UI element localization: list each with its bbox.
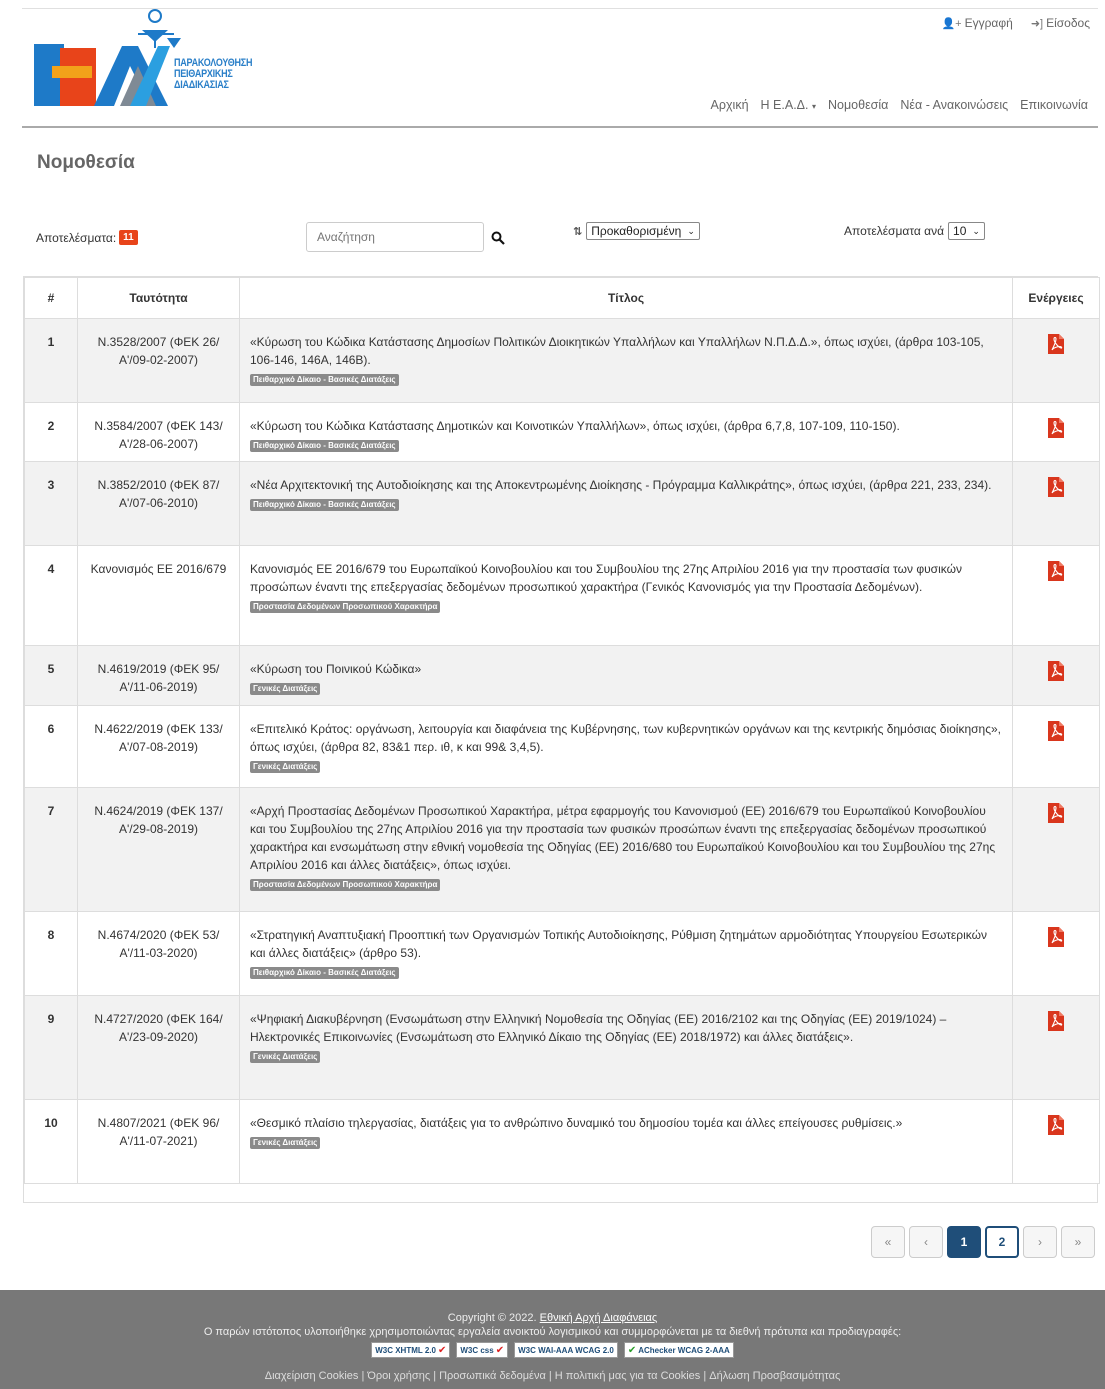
logo-text [174,58,252,91]
row-title: «Επιτελικό Κράτος: οργάνωση, λειτουργία και διαφάνεια της Κυβέρνησης, των κυβερνητικών οργάνων και της κεντρικής δημόσιας διοίκησης», όπως ισχύει, (άρθρα 82, 83&1 περ. ιθ, κ και 99& 3,4,5). [250,722,1001,754]
nav-legislation[interactable]: Νομοθεσία [828,98,889,112]
next-page-button[interactable]: › [1023,1226,1057,1258]
table-row [25,912,1100,996]
row-actions [1013,912,1100,996]
per-page-control [844,222,985,240]
caret-down-icon: ▾ [811,102,816,111]
nav-ead-dropdown[interactable] [761,98,816,112]
table-row [25,546,1100,646]
row-title-cell [240,996,1013,1100]
col-header-identity[interactable]: Ταυτότητα [78,278,240,319]
badge-label: W3C css [460,1345,494,1355]
achecker-badge[interactable] [624,1342,734,1358]
row-number: 4 [25,546,78,646]
row-actions [1013,403,1100,462]
org-link[interactable]: Εθνική Αρχή Διαφάνειας [539,1312,658,1324]
copyright-line [0,1312,1105,1324]
row-identity: Ν.4624/2019 (ΦΕΚ 137/Α'/29-08-2019) [78,788,240,912]
page-1-button[interactable]: 1 [947,1226,981,1258]
row-title: «Θεσμικό πλαίσιο τηλεργασίας, διατάξεις για το ανθρώπινο δυναμικό του δημοσίου τομέα και άλλες επείγουσες ρυθμίσεις.» [250,1116,903,1130]
search-input[interactable] [306,222,484,252]
row-title-cell [240,462,1013,546]
row-number: 9 [25,996,78,1100]
row-number: 6 [25,706,78,788]
row-title-cell [240,646,1013,706]
category-tag[interactable]: Γενικές Διατάξεις [250,761,320,773]
col-header-number[interactable]: # [25,278,78,319]
last-page-button[interactable]: » [1061,1226,1095,1258]
sort-icon: ⇅ [573,225,583,238]
nav-news[interactable]: Νέα - Ανακοινώσεις [900,98,1009,112]
pdf-download-icon[interactable] [1047,926,1065,948]
site-footer [0,1290,1105,1389]
pdf-download-icon[interactable] [1047,1010,1065,1032]
row-title: «Κύρωση του Ποινικού Κώδικα» [250,662,422,676]
page-title: Νομοθεσία [37,152,135,173]
first-page-button[interactable]: « [871,1226,905,1258]
row-title-cell [240,546,1013,646]
list-toolbar [36,222,1096,252]
row-title-cell [240,403,1013,462]
search-icon[interactable] [491,231,505,245]
badge-label: AChecker WCAG 2-AAA [638,1345,730,1355]
row-title-cell [240,788,1013,912]
footer-links[interactable]: Διαχείριση Cookies | Όροι χρήσης | Προσωπικά δεδομένα | Η πολιτική μας για τα Cookies | Δήλωση Προσβασιμότητας [264,1370,841,1382]
per-page-value: 10 [953,224,967,238]
row-title: «Ψηφιακή Διακυβέρνηση (Ενσωμάτωση στην Ελληνική Νομοθεσία της Οδηγίας (ΕΕ) 2016/2102 και της Οδηγίας (ΕΕ) 2019/1024) – Ηλεκτρονικές Επικοινωνίες (Ενσωμάτωση στο Ελληνικό Δίκαιο της Οδηγίας (ΕΕ) 2018/1972) και άλλες διατάξεις». [250,1012,947,1044]
row-identity: Ν.3852/2010 (ΦΕΚ 87/Α'/07-06-2010) [78,462,240,546]
site-logo[interactable] [34,8,284,112]
results-label: Αποτελέσματα: [36,230,117,245]
w3c-xhtml-badge[interactable] [371,1342,450,1358]
row-actions [1013,646,1100,706]
category-tag[interactable]: Πειθαρχικό Δίκαιο - Βασικές Διατάξεις [250,499,399,511]
compliance-text: Ο παρών ιστότοπος υλοποιήθηκε χρησιμοποιώντας εργαλεία ανοικτού λογισμικού και συμμορφώνεται με τα διεθνή πρότυπα και προδιαγραφές: [203,1326,902,1338]
row-number: 3 [25,462,78,546]
row-identity: Ν.4622/2019 (ΦΕΚ 133/Α'/07-08-2019) [78,706,240,788]
row-actions [1013,546,1100,646]
table-row [25,706,1100,788]
category-tag[interactable]: Προστασία Δεδομένων Προσωπικού Χαρακτήρα [250,879,440,891]
table-row [25,319,1100,403]
legislation-table [24,277,1100,1184]
row-title: Κανονισμός ΕΕ 2016/679 του Ευρωπαϊκού Κοινοβουλίου και του Συμβουλίου της 27ης Απριλίου 2016 για την προστασία των φυσικών προσώπων έναντι της επεξεργασίας δεδομένων προσωπικού χαρακτήρα (Γενικός Κανονισμός για την Προστασία Δεδομένων). [250,562,962,594]
nav-home[interactable]: Αρχική [710,98,749,112]
sort-control [573,222,700,240]
logo-line-2: ΠΕΙΘΑΡΧΙΚΗΣ [174,68,233,80]
row-identity: Ν.4619/2019 (ΦΕΚ 95/Α'/11-06-2019) [78,646,240,706]
table-row [25,788,1100,912]
table-row [25,462,1100,546]
row-number: 1 [25,319,78,403]
table-header-row [25,278,1100,319]
results-badge: 11 [119,230,138,245]
badge-label: W3C XHTML 2.0 [375,1345,436,1355]
register-label: Εγγραφή [964,16,1013,30]
per-page-select[interactable] [948,222,985,240]
row-title: «Κύρωση του Κώδικα Κατάστασης Δημοσίων Πολιτικών Διοικητικών Υπαλλήλων και Υπαλλήλων Ν.Π.Δ.Δ.», όπως ισχύει, (άρθρα 103-105, 106-146, 146Α, 146Β). [250,335,984,367]
row-identity: Ν.3528/2007 (ΦΕΚ 26/Α'/09-02-2007) [78,319,240,403]
pdf-download-icon[interactable] [1047,417,1065,439]
add-user-icon: 👤+ [941,17,962,30]
legislation-table-container [23,276,1098,1203]
site-header [22,0,1098,128]
prev-page-button[interactable]: ‹ [909,1226,943,1258]
w3c-css-badge[interactable] [456,1342,508,1358]
row-number: 7 [25,788,78,912]
table-row [25,1100,1100,1184]
row-actions [1013,462,1100,546]
row-title-cell [240,319,1013,403]
row-identity: Κανονισμός ΕΕ 2016/679 [78,546,240,646]
table-row [25,403,1100,462]
compliance-badges [0,1342,1105,1358]
category-tag[interactable]: Πειθαρχικό Δίκαιο - Βασικές Διατάξεις [250,374,399,386]
category-tag[interactable]: Γενικές Διατάξεις [250,683,320,695]
row-title-cell [240,912,1013,996]
table-row [25,996,1100,1100]
row-actions [1013,788,1100,912]
row-title-cell [240,1100,1013,1184]
category-tag[interactable]: Πειθαρχικό Δίκαιο - Βασικές Διατάξεις [250,440,399,452]
pdf-download-icon[interactable] [1047,560,1065,582]
main-nav [711,98,1088,112]
login-label: Είσοδος [1046,16,1090,30]
row-title: «Νέα Αρχιτεκτονική της Αυτοδιοίκησης και της Αποκεντρωμένης Διοίκησης - Πρόγραμμα Καλλικράτης», όπως ισχύει, (άρθρα 221, 233, 234). [250,478,992,492]
row-title-cell [240,706,1013,788]
row-actions [1013,1100,1100,1184]
pdf-download-icon[interactable] [1047,720,1065,742]
row-number: 8 [25,912,78,996]
check-icon: ✔ [437,1344,447,1356]
row-actions [1013,706,1100,788]
copyright-text: Copyright © 2022. [447,1312,537,1324]
sort-select[interactable] [586,222,700,240]
pdf-download-icon[interactable] [1047,333,1065,355]
row-number: 5 [25,646,78,706]
pagination [871,1226,1095,1258]
pdf-download-icon[interactable] [1047,476,1065,498]
sort-value: Προκαθορισμένη [591,224,682,238]
category-tag[interactable]: Προστασία Δεδομένων Προσωπικού Χαρακτήρα [250,601,440,613]
row-identity: Ν.4727/2020 (ΦΕΚ 164/Α'/23-09-2020) [78,996,240,1100]
check-icon: ✔ [495,1344,505,1356]
pdf-download-icon[interactable] [1047,802,1065,824]
row-title: «Κύρωση του Κώδικα Κατάστασης Δημοτικών και Κοινοτικών Υπαλλήλων», όπως ισχύει, (άρθρα 6,7,8, 107-109, 110-150). [250,419,900,433]
category-tag[interactable]: Πειθαρχικό Δίκαιο - Βασικές Διατάξεις [250,967,399,979]
auth-links [941,16,1090,30]
category-tag[interactable]: Γενικές Διατάξεις [250,1137,320,1149]
pdf-download-icon[interactable] [1047,1114,1065,1136]
row-title: «Αρχή Προστασίας Δεδομένων Προσωπικού Χαρακτήρα, μέτρα εφαρμογής του Κανονισμού (ΕΕ) 2016/679 του Ευρωπαϊκού Κοινοβουλίου και του Συμβουλίου της 27ης Απριλίου 2016 για την προστασία των φυσικών προσώπων έναντι της επεξεργασίας δεδομένων προσωπικού χαρακτήρα και ενσωμάτωση στην εθνική νομοθεσία της Οδηγίας (ΕΕ) 2016/680 του Ευρωπαϊκού Κοινοβουλίου και του Συμβουλίου της 27ης Απριλίου 2016 και άλλες διατάξεις», όπως ισχύει. [250,804,996,872]
chevron-down-icon: ⌄ [687,225,695,236]
check-icon: ✔ [627,1344,637,1356]
row-identity: Ν.3584/2007 (ΦΕΚ 143/Α'/28-06-2007) [78,403,240,462]
w3c-wai-badge[interactable] [514,1342,618,1358]
badge-label: W3C WAI-AAA WCAG 2.0 [518,1345,614,1355]
nav-contact[interactable]: Επικοινωνία [1020,98,1088,112]
sign-in-icon: ➜] [1030,17,1044,30]
per-page-label: Αποτελέσματα ανά [844,224,945,238]
page-2-button[interactable]: 2 [985,1226,1019,1258]
col-header-title[interactable]: Τίτλος [240,278,1013,319]
row-number: 2 [25,403,78,462]
register-link[interactable] [941,16,1012,30]
row-identity: Ν.4674/2020 (ΦΕΚ 53/Α'/11-03-2020) [78,912,240,996]
chevron-down-icon: ⌄ [972,225,980,236]
row-number: 10 [25,1100,78,1184]
pdf-download-icon[interactable] [1047,660,1065,682]
table-row [25,646,1100,706]
login-link[interactable] [1031,16,1090,30]
category-tag[interactable]: Γενικές Διατάξεις [250,1051,320,1063]
row-actions [1013,996,1100,1100]
logo-line-1: ΠΑΡΑΚΟΛΟΥΘΗΣΗ [174,57,253,69]
logo-line-3: ΔΙΑΔΙΚΑΣΙΑΣ [174,79,229,91]
row-title: «Στρατηγική Αναπτυξιακή Προοπτική των Οργανισμών Τοπικής Αυτοδιοίκησης, Ρύθμιση ζητημάτων αρμοδιότητας Υπουργείου Εσωτερικών και άλλες διατάξεις» (άρθρο 53). [250,928,987,960]
results-count [36,230,138,245]
row-actions [1013,319,1100,403]
nav-ead-label: Η Ε.Α.Δ. [760,98,809,112]
col-header-actions: Ενέργειες [1013,278,1100,319]
row-identity: Ν.4807/2021 (ΦΕΚ 96/Α'/11-07-2021) [78,1100,240,1184]
